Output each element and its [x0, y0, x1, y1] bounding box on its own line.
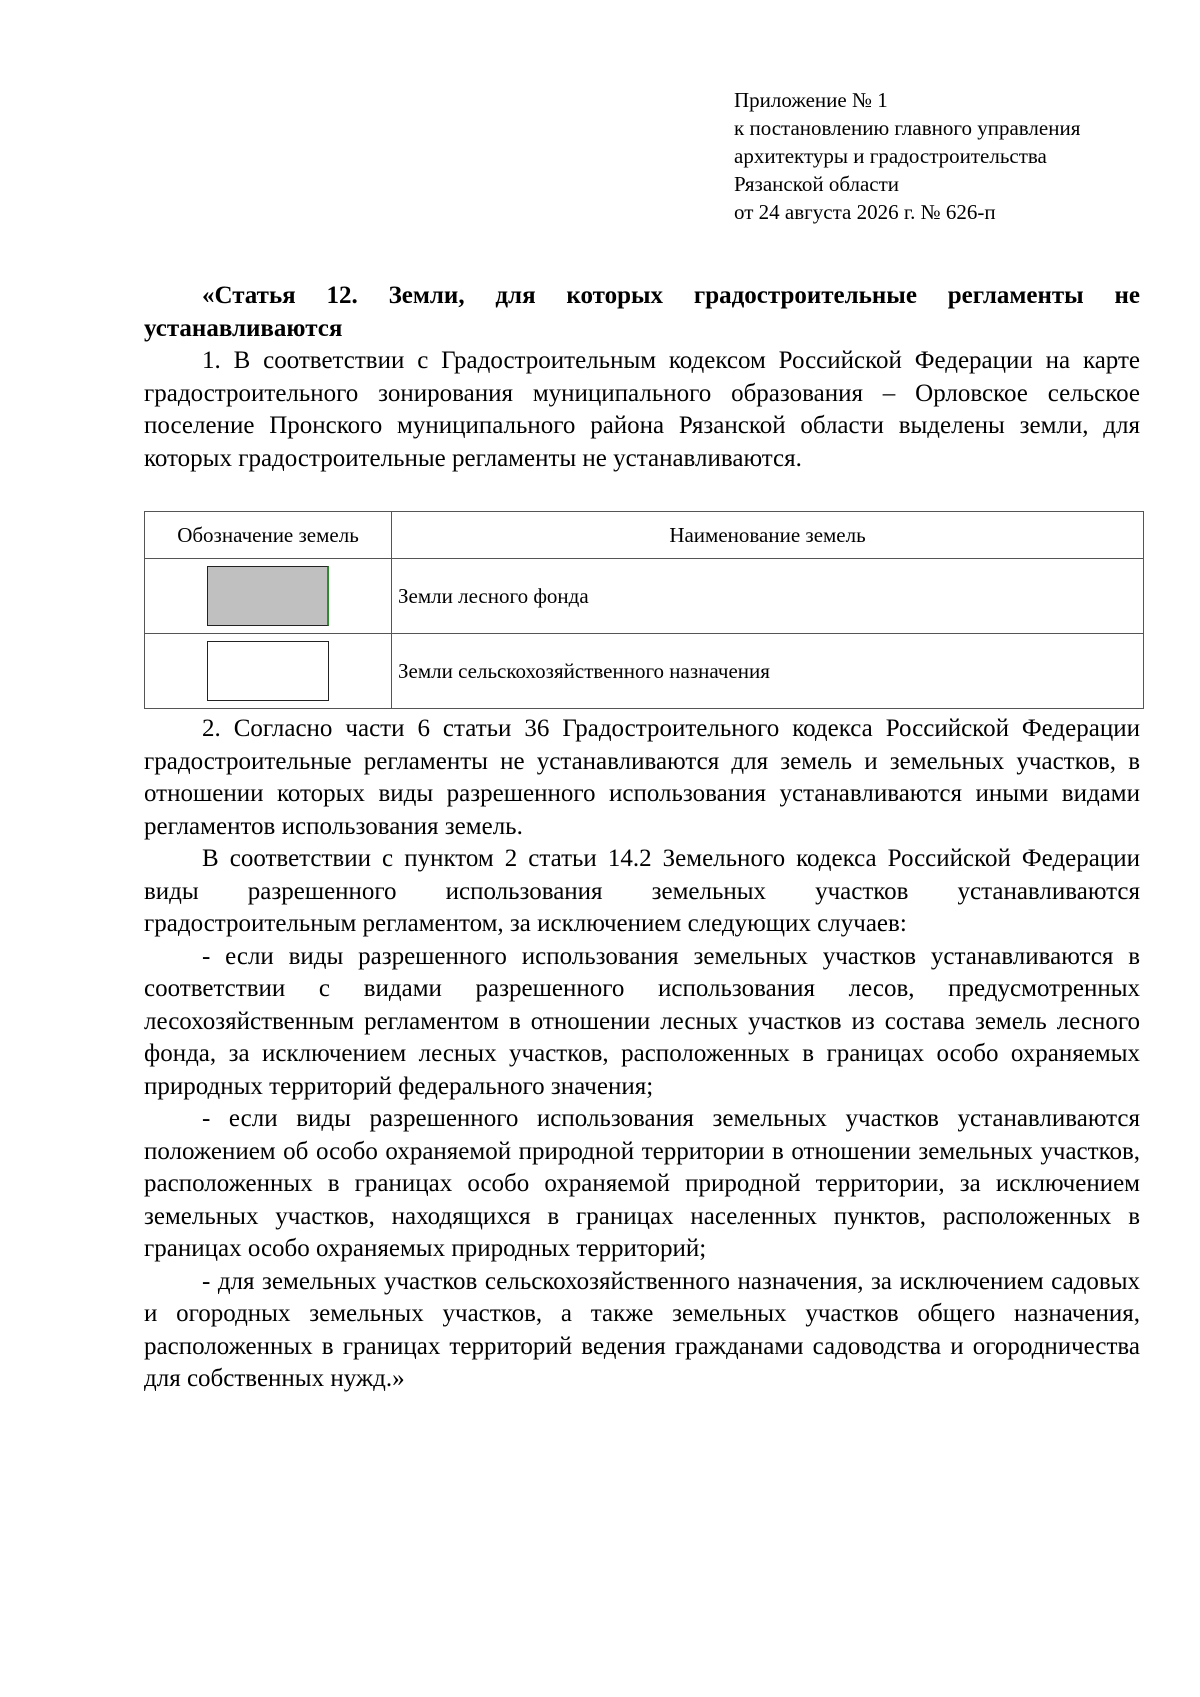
paragraph-2: 2. Согласно части 6 статьи 36 Градостроительного кодекса Российской Федерации градостроительные регламенты не устанавливаются для земель и земельных участков, в отношении которых виды разрешенного использования устанавливаются иными видами регламентов использования земель.: [144, 715, 1140, 840]
symbol-cell: [145, 634, 392, 709]
header-name: Наименование земель: [392, 512, 1144, 559]
table-row: [145, 634, 1144, 709]
approval-line: к постановлению главного управления: [734, 116, 1081, 140]
article-heading: «Статья 12. Земли, для которых градостроительные регламенты не устанавливаются: [144, 282, 1140, 342]
symbol-cell: [145, 559, 392, 634]
paragraph-3: В соответствии с пунктом 2 статьи 14.2 Земельного кодекса Российской Федерации виды разрешенного использования земельных участков устанавливаются градостроительным регламентом, за исключением следующих случаев:: [144, 845, 1140, 937]
table-header-row: [145, 512, 1144, 559]
header-symbol: Обозначение земель: [145, 512, 392, 559]
approval-line: от 24 августа 2026 г. № 626-п: [734, 200, 996, 224]
land-name: Земли сельскохозяйственного назначения: [392, 634, 1144, 709]
list-item: - если виды разрешенного использования земельных участков устанавливаются в соответствии с видами разрешенного использования лесов, предусмотренных лесохозяйственным регламентом в отношении лесных участков из состава земель лесного фонда, за исключением лесных участков, расположенных в границах особо охраняемых природных территорий федерального значения;: [144, 942, 1140, 1100]
list-item: - для земельных участков сельскохозяйственного назначения, за исключением садовых и огородных земельных участков, а также земельных участков общего назначения, расположенных в границах территорий ведения гражданами садоводства и огородничества для собственных нужд.»: [144, 1267, 1140, 1392]
approval-line: архитектуры и градостроительства: [734, 144, 1047, 168]
approval-line: Рязанской области: [734, 172, 900, 196]
table-row: [145, 559, 1144, 634]
article-content: [144, 280, 1140, 1396]
approval-block: [734, 86, 1080, 226]
agricultural-legend-swatch: [207, 641, 329, 701]
land-name: Земли лесного фонда: [392, 559, 1144, 634]
paragraph-1: 1. В соответствии с Градостроительным кодексом Российской Федерации на карте градостроительного зонирования муниципального образования – Орловское сельское поселение Пронского муниципального района Рязанской области выделены земли, для которых градостроительные регламенты не устанавливаются.: [144, 347, 1140, 472]
list-item: - если виды разрешенного использования земельных участков устанавливаются положением об особо охраняемой природной территории в отношении земельных участков, расположенных в границах особо охраняемой природной территории, за исключением земельных участков, находящихся в границах населенных пунктов, расположенных в границах особо охраняемых природных территорий;: [144, 1105, 1140, 1262]
approval-line: Приложение № 1: [734, 88, 888, 112]
forest-legend-swatch: [207, 566, 329, 626]
lands-table: [144, 511, 1144, 709]
